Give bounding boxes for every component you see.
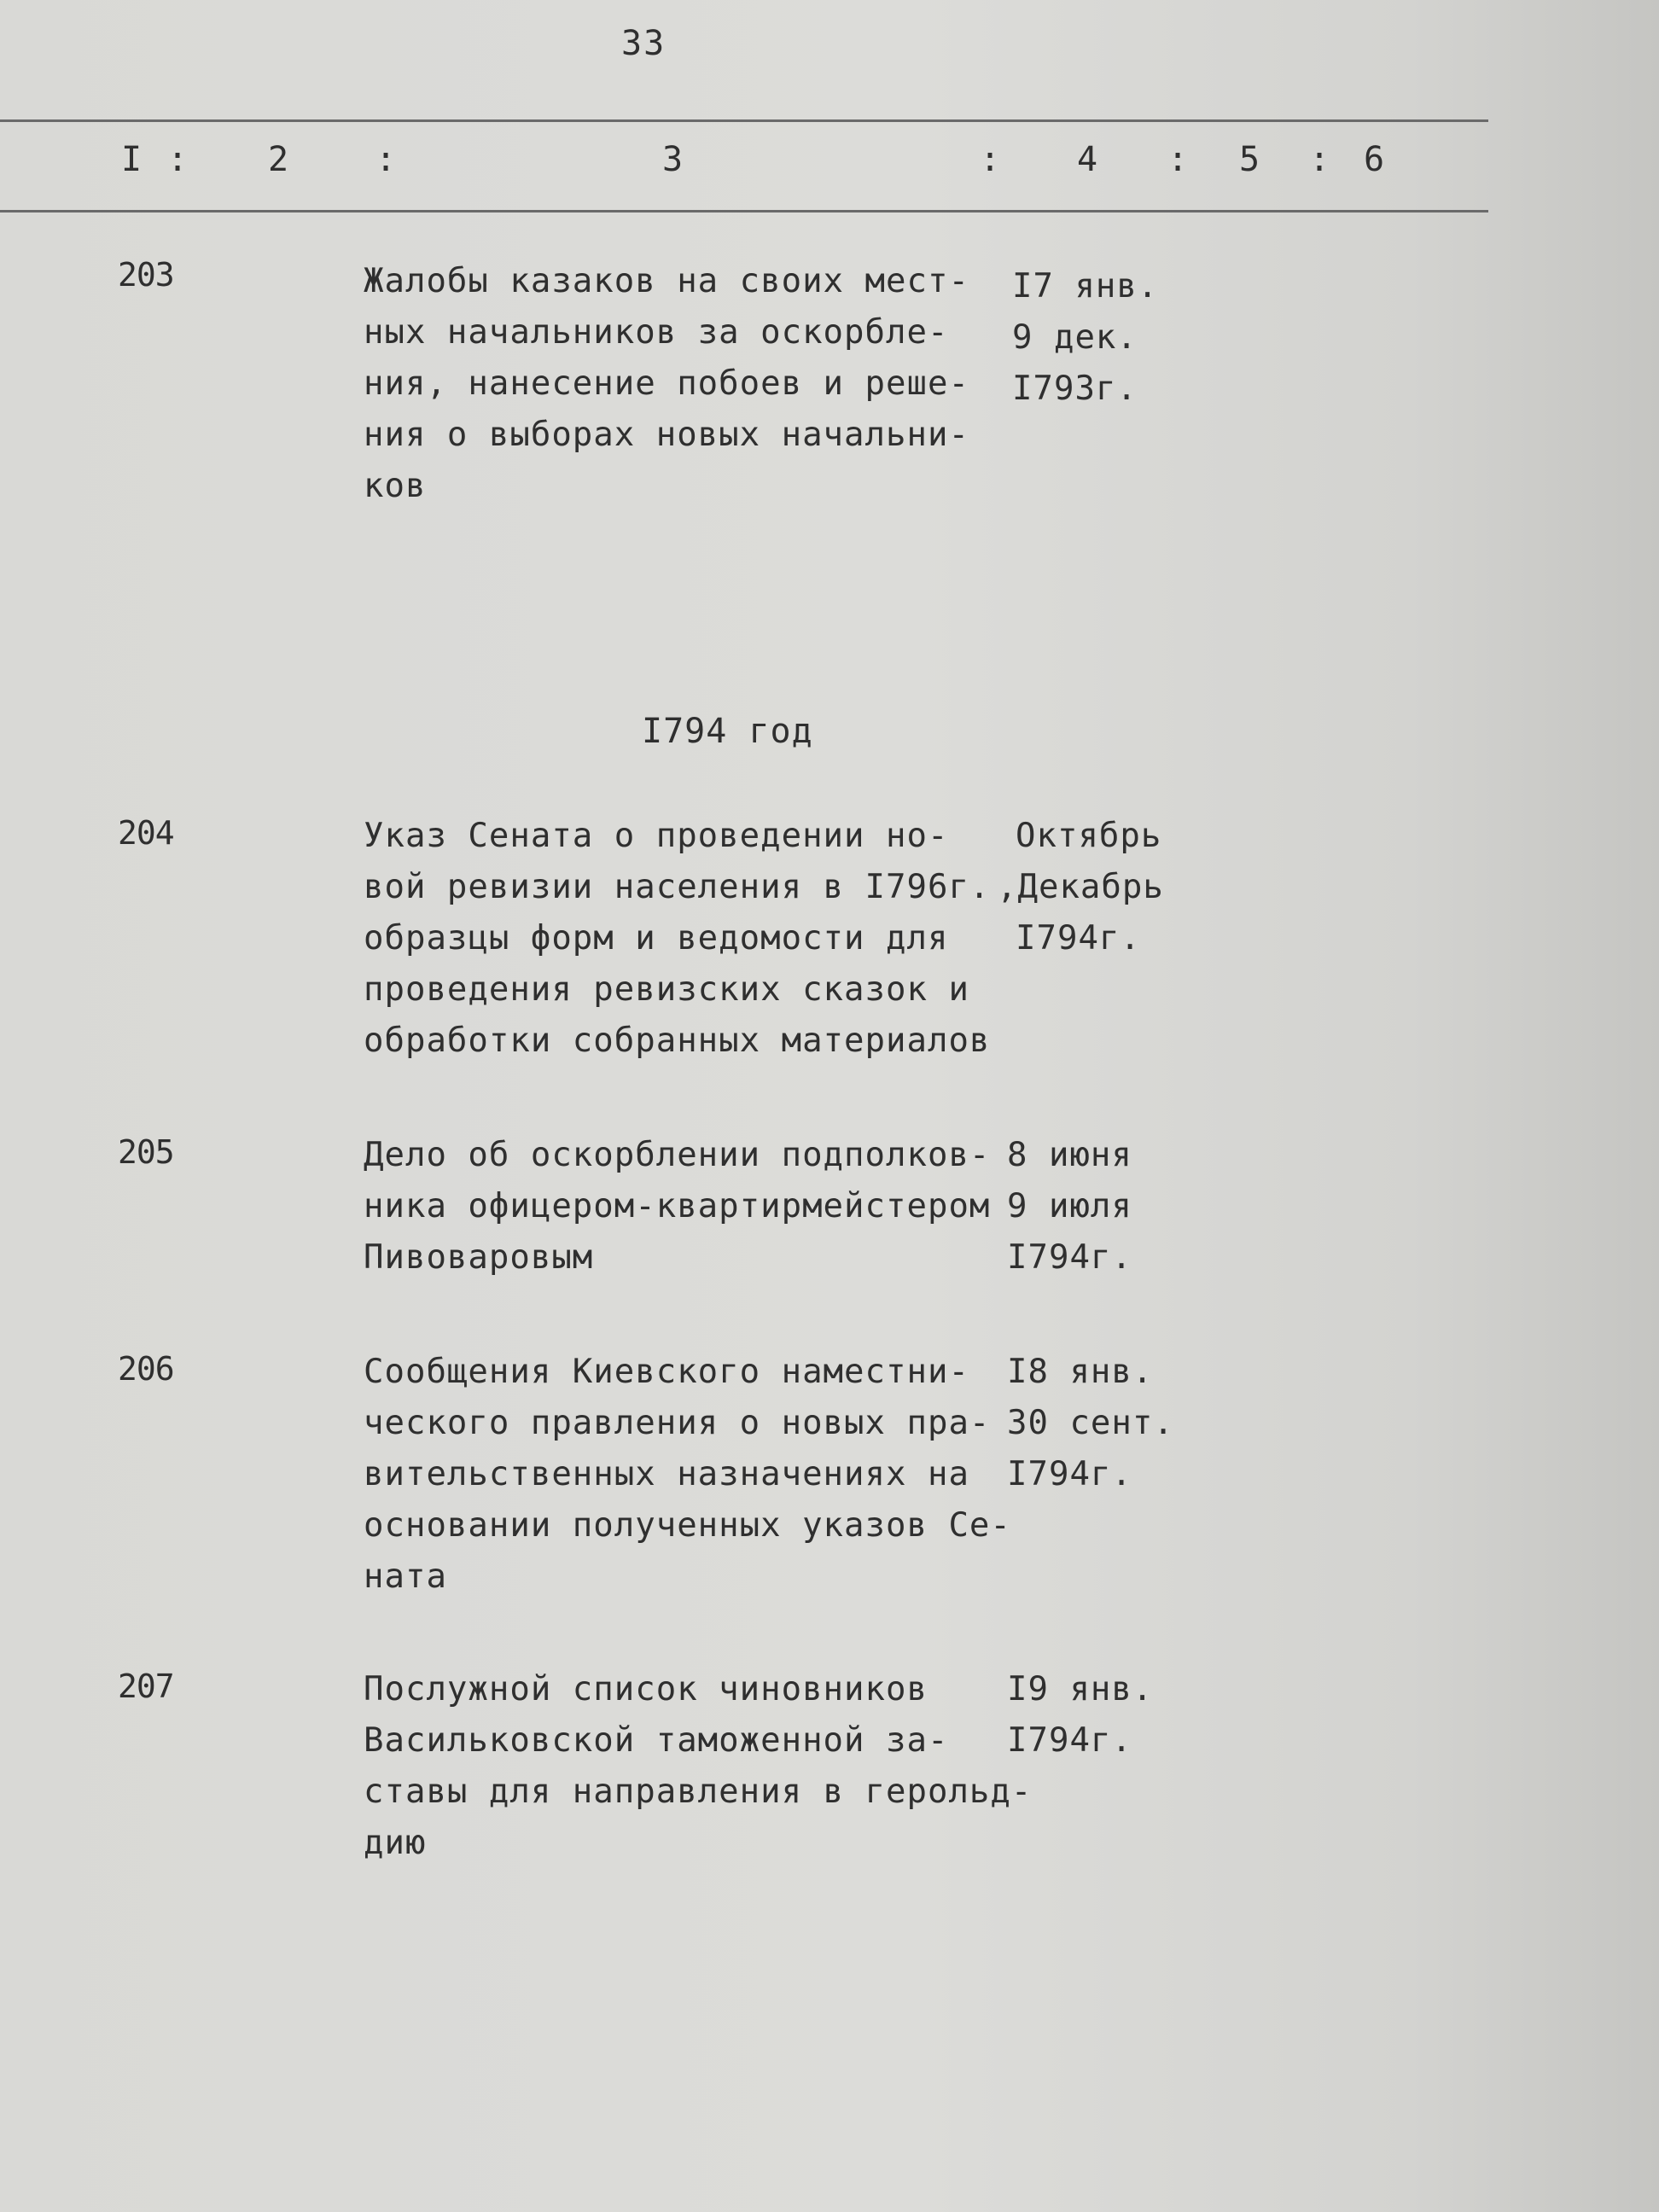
- column-header-3: 3: [662, 140, 684, 179]
- entry-title-line: ных начальников за оскорбле-: [364, 313, 949, 352]
- column-separator: :: [1309, 140, 1330, 179]
- entry-title-line: вой ревизии населения в I796г.: [364, 868, 991, 906]
- column-header-6: 6: [1364, 140, 1385, 179]
- entry-title-line: Сообщения Киевского наместни-: [364, 1353, 969, 1391]
- entry-date-line: 30 сент.: [1007, 1404, 1174, 1442]
- entry-title-line: ков: [364, 467, 427, 505]
- entry-date-line: 9 дек.: [1012, 318, 1138, 357]
- header-rule-bottom: [0, 210, 1488, 212]
- entry-title-line: Жалобы казаков на своих мест-: [364, 262, 969, 300]
- entry-dates: [1007, 1347, 1212, 1500]
- entry-date-line: I8 янв.: [1007, 1353, 1154, 1391]
- column-header-5: 5: [1239, 140, 1260, 179]
- entry-date-line: I794г.: [1016, 919, 1141, 958]
- entry-title-line: ческого правления о новых пра-: [364, 1404, 991, 1442]
- entry-date-line: I794г.: [1007, 1238, 1132, 1277]
- entry-title-line: ника офицером-квартирмейстером: [364, 1187, 991, 1225]
- column-header-2: 2: [268, 140, 289, 179]
- entry-title-line: вительственных назначениях на: [364, 1455, 969, 1493]
- page-number: 33: [621, 24, 667, 63]
- entry-date-line: I794г.: [1007, 1455, 1132, 1493]
- entry-number: 204: [118, 814, 174, 852]
- entry-title: [364, 1130, 1012, 1284]
- entry-dates: [1007, 1130, 1212, 1284]
- entry-title-line: ставы для направления в герольд-: [364, 1773, 1033, 1811]
- entry-title: [364, 256, 1012, 512]
- entry-dates: [1012, 261, 1217, 415]
- entry-title-line: дию: [364, 1824, 427, 1862]
- entry-title: [364, 811, 1012, 1067]
- entry-number: 203: [118, 256, 174, 294]
- entry-number: 207: [118, 1668, 174, 1705]
- entry-title-line: ния, нанесение побоев и реше-: [364, 364, 969, 403]
- entry-dates: [997, 811, 1202, 964]
- entry-number: 206: [118, 1350, 174, 1388]
- entry-title-line: ната: [364, 1557, 447, 1596]
- entry-date-line: 8 июня: [1007, 1136, 1132, 1174]
- entry-title-line: Указ Сената о проведении но-: [364, 817, 949, 855]
- entry-title-line: обработки собранных материалов: [364, 1022, 991, 1060]
- entry-title-line: Дело об оскорблении подполков-: [364, 1136, 991, 1174]
- year-heading: I794 год: [642, 712, 813, 751]
- entry-title-line: основании полученных указов Се-: [364, 1506, 1011, 1545]
- column-header-4: 4: [1077, 140, 1098, 179]
- entry-date-line: I9 янв.: [1007, 1670, 1154, 1708]
- column-separator: :: [375, 140, 397, 179]
- column-header-1: I: [121, 140, 143, 179]
- entry-title-line: проведения ревизских сказок и: [364, 970, 969, 1009]
- entry-title-line: Пивоваровым: [364, 1238, 594, 1277]
- entry-date-line: Октябрь: [1016, 817, 1162, 855]
- entry-title: [364, 1664, 1033, 1869]
- entry-title-line: ния о выборах новых начальни-: [364, 416, 969, 454]
- entry-date-line: ,Декабрь: [997, 868, 1164, 906]
- column-separator: :: [1167, 140, 1189, 179]
- entry-title-line: Послужной список чиновников: [364, 1670, 928, 1708]
- entry-date-line: I794г.: [1007, 1721, 1132, 1760]
- entry-title-line: образцы форм и ведомости для: [364, 919, 949, 958]
- entry-title-line: Васильковской таможенной за-: [364, 1721, 949, 1760]
- entry-date-line: I793г.: [1012, 370, 1138, 408]
- entry-dates: [1007, 1664, 1212, 1767]
- entry-title: [364, 1347, 1012, 1603]
- header-rule-top: [0, 119, 1488, 122]
- entry-date-line: I7 янв.: [1012, 267, 1159, 306]
- entry-date-line: 9 июля: [1007, 1187, 1132, 1225]
- column-separator: :: [980, 140, 1001, 179]
- column-separator: :: [167, 140, 189, 179]
- entry-number: 205: [118, 1133, 174, 1171]
